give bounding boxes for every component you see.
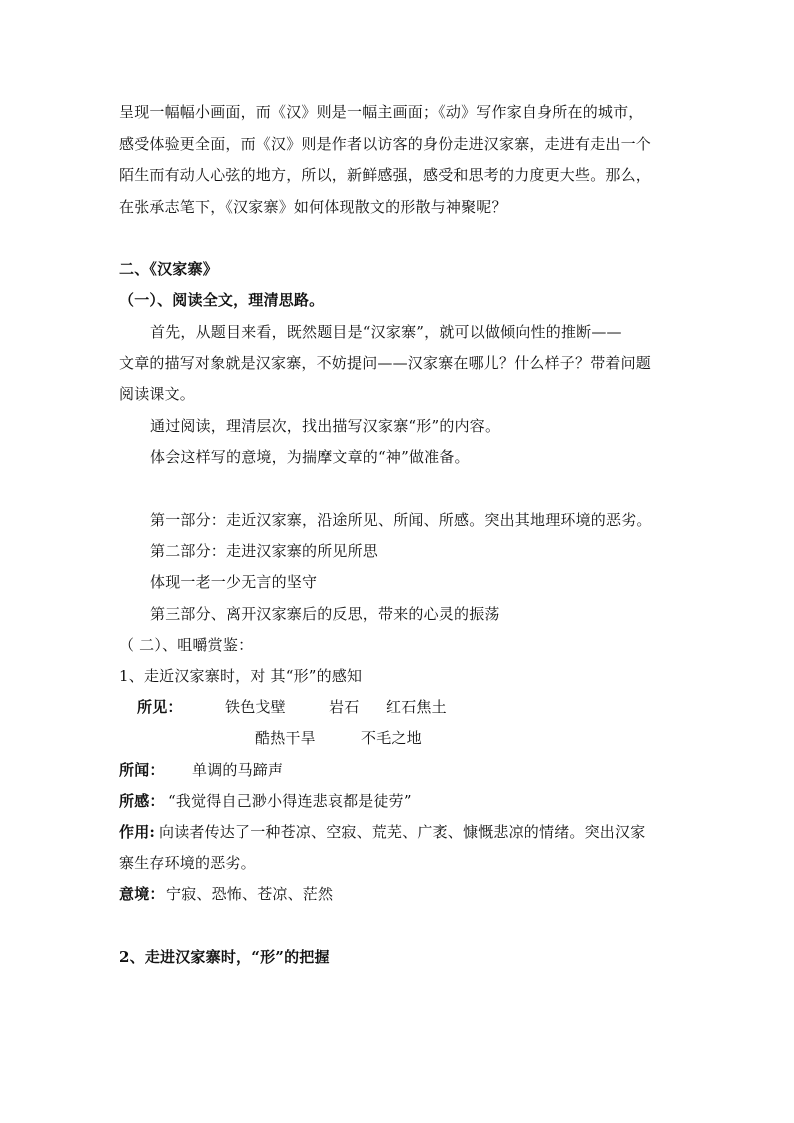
paragraph-line: 体会这样写的意境，为揣摩文章的“神”做准备。 <box>150 448 470 466</box>
part-line: 第三部分、离开汉家寨后的反思，带来的心灵的振荡 <box>150 605 500 623</box>
item-heading: 1、走近汉家寨时，对 其“形”的感知 <box>119 667 363 685</box>
part-line: 第二部分：走进汉家寨的所见所思 <box>150 542 379 560</box>
item-heading: 2、走进汉家寨时，“形”的把握 <box>119 948 330 966</box>
effect-label: 作用: <box>119 823 156 841</box>
seen-item: 岩石 <box>329 698 360 716</box>
subsection-heading: （ 二）、咀嚼赏鉴： <box>119 636 254 654</box>
paragraph-line: 阅读课文。 <box>119 385 196 403</box>
felt-text: “我觉得自己渺小得连悲哀都是徒劳” <box>168 792 412 810</box>
felt-label: 所感： <box>119 792 165 810</box>
part-line: 体现一老一少无言的坚守 <box>150 573 318 591</box>
subsection-heading: （一）、阅读全文，理清思路。 <box>119 291 325 309</box>
seen-item: 红石焦土 <box>386 698 447 716</box>
effect-text: 寨生存环境的恶劣。 <box>119 854 256 872</box>
effect-text: 向读者传达了一种苍凉、空寂、荒芜、广袤、慷慨悲凉的情绪。突出汉家 <box>159 823 646 841</box>
paragraph-line: 通过阅读，理清层次，找出描写汉家寨“形”的内容。 <box>150 417 501 435</box>
heard-label: 所闻： <box>119 761 165 779</box>
section-heading: 二、《汉家寨》 <box>119 260 218 278</box>
paragraph-line: 文章的描写对象就是汉家寨，不妨提问——汉家寨在哪儿？什么样子？带着问题 <box>119 354 652 372</box>
paragraph-line: 首先，从题目来看，既然题目是“汉家寨”，就可以做倾向性的推断—— <box>150 323 622 341</box>
part-line: 第一部分：走近汉家寨，沿途所见、所闻、所感。突出其地理环境的恶劣。 <box>150 511 652 529</box>
mood-label: 意境： <box>119 885 165 903</box>
intro-line: 在张承志笔下，《汉家寨》如何体现散文的形散与神聚呢？ <box>119 198 507 216</box>
heard-text: 单调的马蹄声 <box>192 761 284 779</box>
mood-text: 宁寂、恐怖、苍凉、茫然 <box>166 885 334 903</box>
seen-label: 所见： <box>137 698 183 716</box>
intro-line: 陌生而有动人心弦的地方，所以，新鲜感强，感受和思考的力度更大些。那么， <box>119 166 652 184</box>
seen-item: 酷热干旱 <box>255 729 316 747</box>
seen-item: 不毛之地 <box>361 729 422 747</box>
seen-item: 铁色戈壁 <box>225 698 286 716</box>
intro-line: 感受体验更全面，而《汉》则是作者以访客的身份走进汉家寨，走进有走出一个 <box>119 135 652 153</box>
intro-line: 呈现一幅幅小画面，而《汉》则是一幅主画面；《动》写作家自身所在的城市， <box>119 103 644 121</box>
